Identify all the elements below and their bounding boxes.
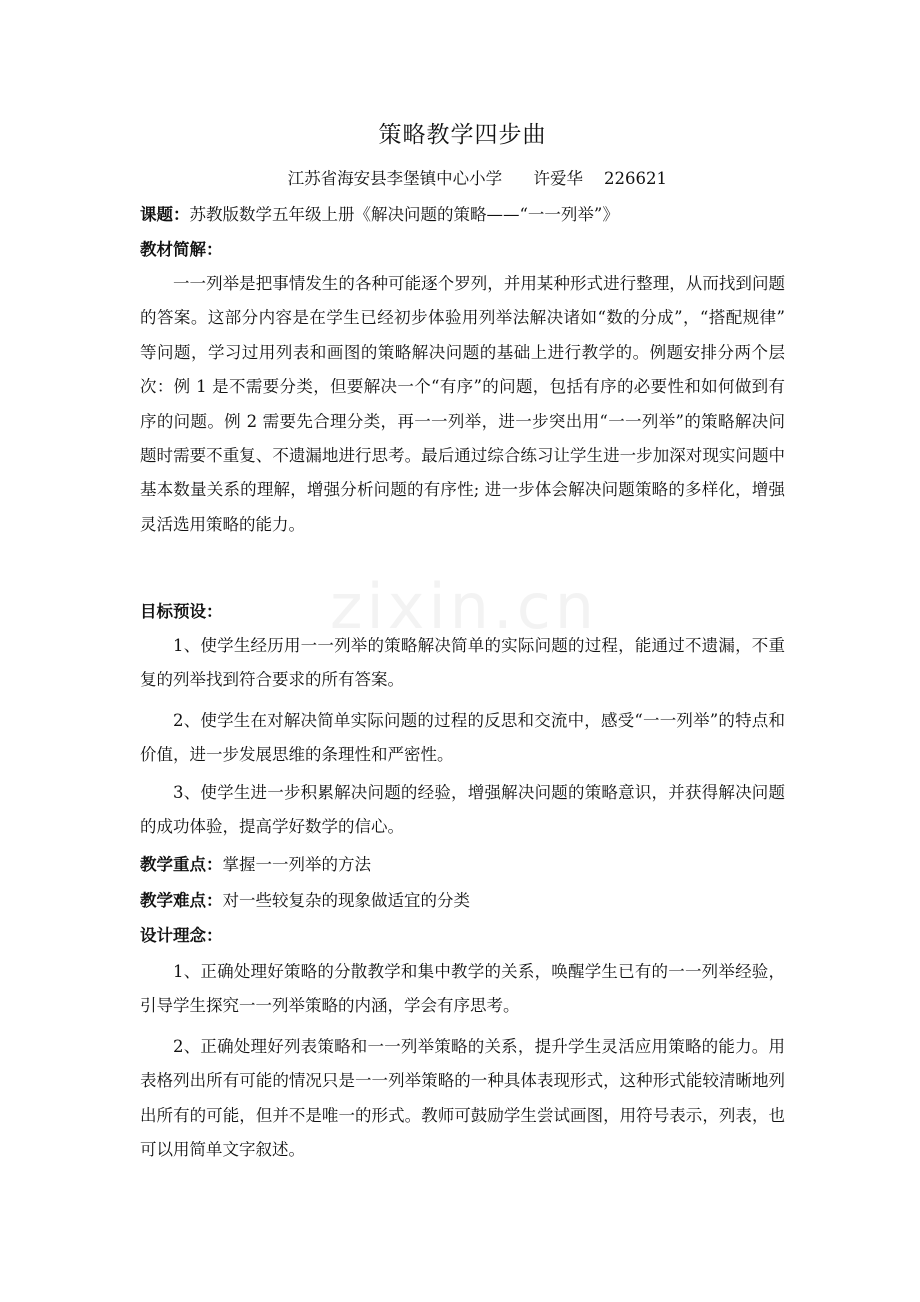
topic-label: 课题： — [140, 205, 190, 224]
key-point-label: 教学重点： — [140, 855, 223, 874]
difficulty-line — [140, 886, 470, 916]
topic-line — [140, 200, 619, 230]
author-byline: 江苏省海安县李堡镇中心小学 许爱华 226621 — [287, 169, 667, 188]
document-page — [140, 0, 785, 1302]
key-point-line — [140, 850, 371, 880]
material-paragraph: 一一列举是把事情发生的各种可能逐个罗列，并用某种形式进行整理，从而找到问题的答案。这部分内容是在学生已经初步体验用列举法解决诸如“数的分成”，“搭配规律” 等问题，学习过用列表和画图的策略解决问题的基础上进行教学的。例题安排分两个层次：例 1 是不需要分类，但要解决一个“有序”的问题，包括有序的必要性和如何做到有序的问题。例 2 需要先合理分类，再一一列举，进一步突出用“一一列举”的策略解决问题时需要不重复、不遗漏地进行思考。最后通过综合练习让学生进一步加深对现实问题中基本数量关系的理解，增强分析问题的有序性; 进一步体会解决问题策略的多样化，增强灵活选用策略的能力。 — [140, 274, 785, 534]
key-point-text: 掌握一一列举的方法 — [222, 855, 371, 874]
design-item-2: 2、正确处理好列表策略和一一列举策略的关系，提升学生灵活应用策略的能力。用表格列出所有可能的情况只是一一列举策略的一种具体表现形式，这种形式能较清晰地列出所有的可能，但并不是唯一的形式。教师可鼓励学生尝试画图，用符号表示，列表，也可以用简单文字叙述。 — [140, 1037, 785, 1160]
goals-heading: 目标预设： — [140, 602, 223, 621]
goal-item-3: 3、使学生进一步积累解决问题的经验，增强解决问题的策略意识，并获得解决问题的成功体验，提高学好数学的信心。 — [140, 783, 785, 837]
design-heading: 设计理念： — [140, 926, 223, 945]
goal-item-2: 2、使学生在对解决简单实际问题的过程的反思和交流中，感受“一一列举”的特点和价值，进一步发展思维的条理性和严密性。 — [140, 711, 785, 765]
goal-item-1: 1、使学生经历用一一列举的策略解决简单的实际问题的过程，能通过不遗漏，不重复的列举找到符合要求的所有答案。 — [140, 636, 785, 690]
difficulty-label: 教学难点： — [140, 891, 223, 910]
design-item-1: 1、正确处理好策略的分散教学和集中教学的关系，唤醒学生已有的一一列举经验，引导学生探究一一列举策略的内涵，学会有序思考。 — [140, 962, 785, 1016]
material-heading: 教材简解： — [140, 240, 223, 259]
difficulty-text: 对一些较复杂的现象做适宜的分类 — [222, 891, 470, 910]
watermark-logo: zixin.cn — [330, 570, 599, 643]
document-title: 策略教学四步曲 — [378, 122, 547, 148]
topic-text: 苏教版数学五年级上册《解决问题的策略——“一一列举”》 — [189, 205, 619, 224]
